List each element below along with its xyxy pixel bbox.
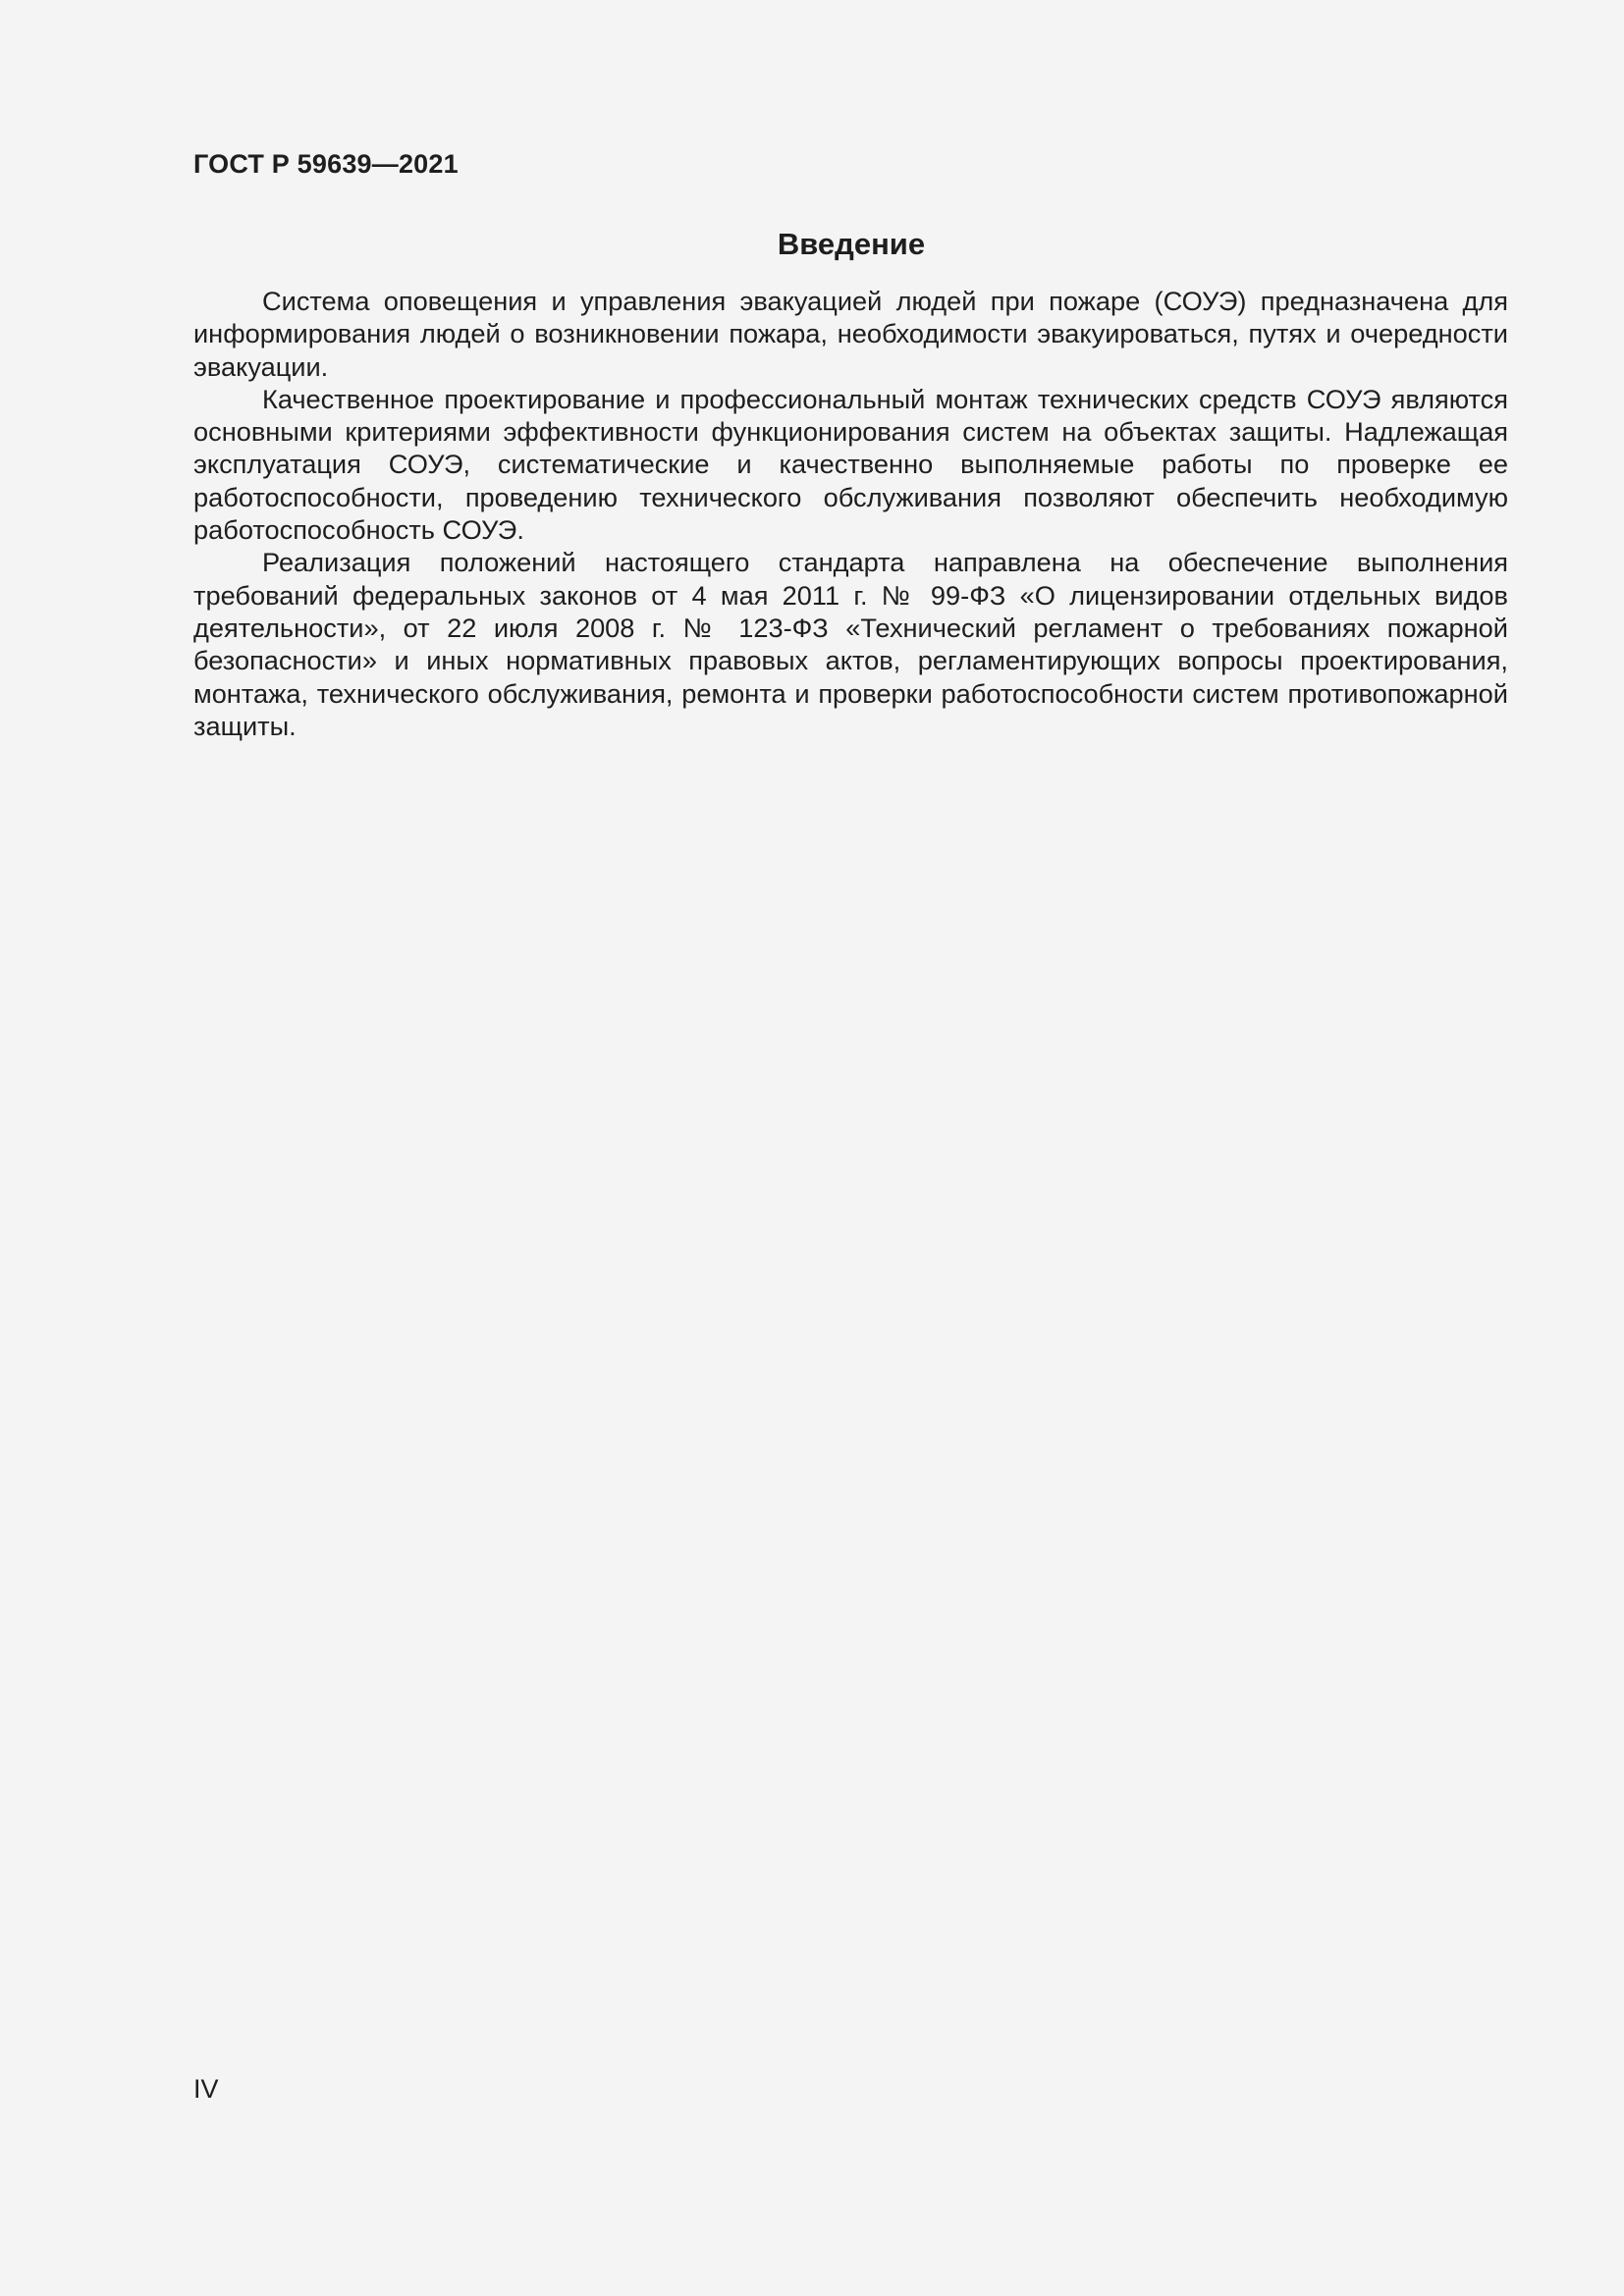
paragraph-purpose: Система оповещения и управления эвакуацией людей при пожаре (СОУЭ) предназначена для информирования людей о возникновении пожара, необходимости эвакуироваться, путях и очередности эвакуации. [193,286,1508,382]
page-number: IV [193,2074,219,2104]
introduction-body [193,285,1508,742]
paragraph-design-and-installation: Качественное проектирование и профессиональный монтаж технических средств СОУЭ являются основными критериями эффективности функционирования систем на объектах защиты. Надлежащая эксплуатация СОУЭ, систематические и качественно выполняемые работы по проверке ее работоспособности, проведению технического обслуживания позволяют обеспечить необходимую работоспособность СОУЭ. [193,383,1508,546]
standard-designation-header: ГОСТ Р 59639—2021 [193,149,459,179]
section-title: Введение [777,227,926,261]
paragraph-legal-basis: Реализация положений настоящего стандарта направлена на обеспечение выполнения требований федеральных законов от 4 мая 2011 г. № 99-ФЗ «О лицензировании отдельных видов деятельности», от 22 июля 2008 г. № 123-ФЗ «Технический регламент о требованиях пожарной безопасности» и иных нормативных правовых актов, регламентирующих вопросы проектирования, монтажа, технического обслуживания, ремонта и проверки работоспособности систем противопожарной защиты. [193,547,1508,741]
